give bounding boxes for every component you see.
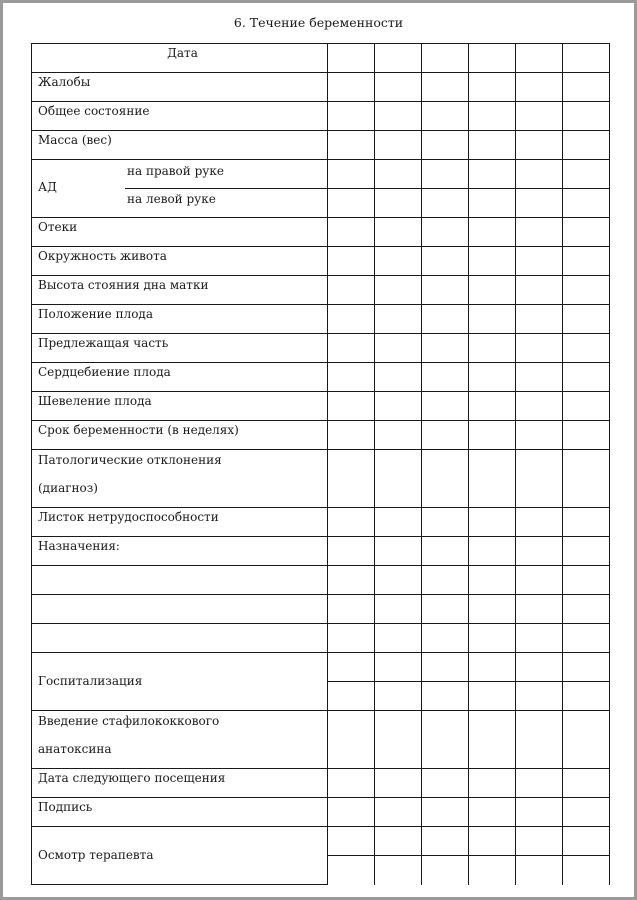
- entry-cell[interactable]: [516, 131, 563, 160]
- entry-cell[interactable]: [375, 537, 422, 566]
- row-label-presenting-part: Предлежащая часть: [32, 334, 328, 363]
- entry-cell[interactable]: [375, 160, 422, 189]
- entry-cell[interactable]: [422, 508, 469, 537]
- entry-cell[interactable]: [469, 624, 516, 653]
- entry-cell[interactable]: [375, 827, 422, 856]
- entry-cell[interactable]: [422, 218, 469, 247]
- entry-cell[interactable]: [375, 305, 422, 334]
- entry-cell[interactable]: [469, 827, 516, 856]
- entry-cell[interactable]: [328, 189, 375, 218]
- entry-cell[interactable]: [422, 421, 469, 450]
- entry-cell[interactable]: [422, 827, 469, 856]
- entry-cell[interactable]: [422, 450, 469, 508]
- entry-cell[interactable]: [563, 73, 610, 102]
- entry-cell[interactable]: [422, 276, 469, 305]
- entry-cell[interactable]: [469, 856, 516, 885]
- entry-cell[interactable]: [469, 160, 516, 189]
- entry-cell[interactable]: [469, 595, 516, 624]
- entry-cell[interactable]: [328, 102, 375, 131]
- entry-cell[interactable]: [328, 450, 375, 508]
- prescription-blank-line[interactable]: [32, 595, 328, 624]
- entry-cell[interactable]: [563, 595, 610, 624]
- entry-cell[interactable]: [422, 769, 469, 798]
- entry-cell[interactable]: [516, 247, 563, 276]
- table-row: [32, 44, 610, 73]
- entry-cell[interactable]: [422, 711, 469, 769]
- bp-label-block: [32, 160, 328, 218]
- entry-cell[interactable]: [328, 131, 375, 160]
- entry-cell[interactable]: [469, 537, 516, 566]
- row-label-signature: Подпись: [32, 798, 328, 827]
- entry-cell[interactable]: [375, 566, 422, 595]
- entry-cell[interactable]: [469, 566, 516, 595]
- entry-cell[interactable]: [563, 363, 610, 392]
- date-cell[interactable]: [375, 44, 422, 73]
- entry-cell[interactable]: [516, 392, 563, 421]
- entry-cell[interactable]: [422, 624, 469, 653]
- date-cell[interactable]: [516, 44, 563, 73]
- entry-cell[interactable]: [375, 653, 422, 682]
- entry-cell[interactable]: [328, 566, 375, 595]
- entry-cell[interactable]: [328, 305, 375, 334]
- table-row: [32, 566, 610, 595]
- entry-cell[interactable]: [422, 537, 469, 566]
- entry-cell[interactable]: [469, 131, 516, 160]
- entry-cell[interactable]: [469, 711, 516, 769]
- entry-cell[interactable]: [375, 508, 422, 537]
- entry-cell[interactable]: [516, 73, 563, 102]
- entry-cell[interactable]: [469, 682, 516, 711]
- table-row: [32, 131, 610, 160]
- entry-cell[interactable]: [375, 856, 422, 885]
- entry-cell[interactable]: [563, 798, 610, 827]
- entry-cell[interactable]: [422, 682, 469, 711]
- entry-cell[interactable]: [375, 189, 422, 218]
- table-row: [32, 160, 610, 189]
- entry-cell[interactable]: [563, 334, 610, 363]
- entry-cell[interactable]: [328, 73, 375, 102]
- entry-cell[interactable]: [469, 276, 516, 305]
- entry-cell[interactable]: [328, 595, 375, 624]
- entry-cell[interactable]: [422, 334, 469, 363]
- entry-cell[interactable]: [516, 682, 563, 711]
- table-row: [32, 218, 610, 247]
- entry-cell[interactable]: [516, 508, 563, 537]
- entry-cell[interactable]: [328, 537, 375, 566]
- entry-cell[interactable]: [563, 421, 610, 450]
- entry-cell[interactable]: [563, 827, 610, 856]
- table-row: [32, 450, 610, 508]
- entry-cell[interactable]: [328, 392, 375, 421]
- table-row: [32, 624, 610, 653]
- entry-cell[interactable]: [328, 276, 375, 305]
- entry-cell[interactable]: [328, 363, 375, 392]
- entry-cell[interactable]: [563, 276, 610, 305]
- entry-cell[interactable]: [375, 421, 422, 450]
- entry-cell[interactable]: [375, 711, 422, 769]
- entry-cell[interactable]: [516, 624, 563, 653]
- table-row: [32, 798, 610, 827]
- entry-cell[interactable]: [375, 218, 422, 247]
- entry-cell[interactable]: [422, 566, 469, 595]
- entry-cell[interactable]: [375, 131, 422, 160]
- entry-cell[interactable]: [563, 160, 610, 189]
- date-cell[interactable]: [328, 44, 375, 73]
- entry-cell[interactable]: [469, 247, 516, 276]
- entry-cell[interactable]: [422, 653, 469, 682]
- entry-cell[interactable]: [563, 711, 610, 769]
- entry-cell[interactable]: [563, 305, 610, 334]
- entry-cell[interactable]: [375, 769, 422, 798]
- bp-divider: [125, 188, 327, 189]
- entry-cell[interactable]: [563, 856, 610, 885]
- row-label-hospitalization: Госпитализация: [32, 653, 328, 711]
- entry-cell[interactable]: [516, 653, 563, 682]
- row-label-gestational-age: Срок беременности (в неделях): [32, 421, 328, 450]
- entry-cell[interactable]: [563, 769, 610, 798]
- entry-cell[interactable]: [516, 305, 563, 334]
- entry-cell[interactable]: [469, 334, 516, 363]
- entry-cell[interactable]: [469, 653, 516, 682]
- pregnancy-course-table: [31, 43, 610, 885]
- row-label-next-visit: Дата следующего посещения: [32, 769, 328, 798]
- entry-cell[interactable]: [469, 508, 516, 537]
- entry-cell[interactable]: [516, 189, 563, 218]
- entry-cell[interactable]: [375, 102, 422, 131]
- table-row: [32, 334, 610, 363]
- entry-cell[interactable]: [422, 189, 469, 218]
- entry-cell[interactable]: [516, 218, 563, 247]
- table-row: [32, 247, 610, 276]
- entry-cell[interactable]: [516, 769, 563, 798]
- row-label-sick-leave: Листок нетрудоспособности: [32, 508, 328, 537]
- entry-cell[interactable]: [516, 102, 563, 131]
- entry-cell[interactable]: [469, 450, 516, 508]
- form-page: [3, 3, 634, 897]
- row-label-therapist-exam: Осмотр терапевта: [32, 827, 328, 885]
- entry-cell[interactable]: [516, 421, 563, 450]
- entry-cell[interactable]: [469, 769, 516, 798]
- entry-cell[interactable]: [375, 595, 422, 624]
- row-label-complaints: Жалобы: [32, 73, 328, 102]
- row-label-general-condition: Общее состояние: [32, 102, 328, 131]
- entry-cell[interactable]: [516, 566, 563, 595]
- table-row: [32, 769, 610, 798]
- entry-cell[interactable]: [563, 624, 610, 653]
- entry-cell[interactable]: [328, 682, 375, 711]
- entry-cell[interactable]: [469, 421, 516, 450]
- row-label-fetal-heartbeat: Сердцебиение плода: [32, 363, 328, 392]
- entry-cell[interactable]: [469, 218, 516, 247]
- entry-cell[interactable]: [375, 247, 422, 276]
- table-row: [32, 827, 610, 856]
- entry-cell[interactable]: [375, 276, 422, 305]
- entry-cell[interactable]: [516, 363, 563, 392]
- entry-cell[interactable]: [422, 798, 469, 827]
- entry-cell[interactable]: [422, 595, 469, 624]
- entry-cell[interactable]: [328, 218, 375, 247]
- entry-cell[interactable]: [328, 711, 375, 769]
- entry-cell[interactable]: [375, 73, 422, 102]
- bp-left-arm-label: на левой руке: [127, 192, 216, 206]
- entry-cell[interactable]: [563, 247, 610, 276]
- table-row: [32, 363, 610, 392]
- entry-cell[interactable]: [516, 711, 563, 769]
- entry-cell[interactable]: [563, 218, 610, 247]
- entry-cell[interactable]: [328, 769, 375, 798]
- table-row: [32, 305, 610, 334]
- table-row: [32, 421, 610, 450]
- entry-cell[interactable]: [563, 537, 610, 566]
- entry-cell[interactable]: [375, 798, 422, 827]
- entry-cell[interactable]: [516, 827, 563, 856]
- entry-cell[interactable]: [328, 624, 375, 653]
- entry-cell[interactable]: [328, 160, 375, 189]
- entry-cell[interactable]: [422, 160, 469, 189]
- entry-cell[interactable]: [563, 450, 610, 508]
- entry-cell[interactable]: [516, 798, 563, 827]
- entry-cell[interactable]: [563, 566, 610, 595]
- entry-cell[interactable]: [469, 363, 516, 392]
- entry-cell[interactable]: [516, 537, 563, 566]
- entry-cell[interactable]: [328, 334, 375, 363]
- entry-cell[interactable]: [422, 856, 469, 885]
- entry-cell[interactable]: [469, 189, 516, 218]
- entry-cell[interactable]: [563, 189, 610, 218]
- entry-cell[interactable]: [328, 856, 375, 885]
- entry-cell[interactable]: [328, 421, 375, 450]
- entry-cell[interactable]: [328, 827, 375, 856]
- row-label-prescriptions: Назначения:: [32, 537, 328, 566]
- entry-cell[interactable]: [563, 508, 610, 537]
- entry-cell[interactable]: [516, 160, 563, 189]
- row-label-fetal-movement: Шевеление плода: [32, 392, 328, 421]
- entry-cell[interactable]: [469, 73, 516, 102]
- entry-cell[interactable]: [516, 595, 563, 624]
- entry-cell[interactable]: [422, 73, 469, 102]
- bp-label: АД: [38, 180, 57, 194]
- entry-cell[interactable]: [469, 305, 516, 334]
- row-label-fetal-position: Положение плода: [32, 305, 328, 334]
- toxoid-line-2: анатоксина: [38, 742, 112, 756]
- entry-cell[interactable]: [422, 305, 469, 334]
- entry-cell[interactable]: [422, 102, 469, 131]
- entry-cell[interactable]: [516, 450, 563, 508]
- entry-cell[interactable]: [563, 102, 610, 131]
- entry-cell[interactable]: [469, 102, 516, 131]
- table-row: [32, 276, 610, 305]
- entry-cell[interactable]: [563, 392, 610, 421]
- prescription-blank-line[interactable]: [32, 624, 328, 653]
- table-row: [32, 73, 610, 102]
- row-label-pathology: [32, 450, 328, 508]
- table-row: [32, 392, 610, 421]
- entry-cell[interactable]: [422, 247, 469, 276]
- entry-cell[interactable]: [469, 392, 516, 421]
- entry-cell[interactable]: [516, 276, 563, 305]
- entry-cell[interactable]: [563, 653, 610, 682]
- row-label-edema: Отеки: [32, 218, 328, 247]
- row-label-toxoid: [32, 711, 328, 769]
- pathology-line-1: Патологические отклонения: [38, 453, 222, 467]
- table-row: [32, 595, 610, 624]
- entry-cell[interactable]: [563, 682, 610, 711]
- entry-cell[interactable]: [375, 363, 422, 392]
- table-row: [32, 537, 610, 566]
- entry-cell[interactable]: [328, 508, 375, 537]
- entry-cell[interactable]: [328, 798, 375, 827]
- date-cell[interactable]: [469, 44, 516, 73]
- bp-right-arm-label: на правой руке: [127, 164, 224, 178]
- table-row: [32, 508, 610, 537]
- entry-cell[interactable]: [328, 653, 375, 682]
- entry-cell[interactable]: [516, 334, 563, 363]
- entry-cell[interactable]: [328, 247, 375, 276]
- entry-cell[interactable]: [375, 450, 422, 508]
- entry-cell[interactable]: [469, 798, 516, 827]
- toxoid-line-1: Введение стафилококкового: [38, 714, 220, 728]
- entry-cell[interactable]: [516, 856, 563, 885]
- table-row: [32, 653, 610, 682]
- table-row: [32, 102, 610, 131]
- entry-cell[interactable]: [422, 392, 469, 421]
- date-cell[interactable]: [422, 44, 469, 73]
- entry-cell[interactable]: [375, 682, 422, 711]
- entry-cell[interactable]: [422, 363, 469, 392]
- entry-cell[interactable]: [563, 131, 610, 160]
- entry-cell[interactable]: [375, 624, 422, 653]
- entry-cell[interactable]: [375, 334, 422, 363]
- date-header: Дата: [32, 44, 328, 73]
- prescription-blank-line[interactable]: [32, 566, 328, 595]
- entry-cell[interactable]: [375, 392, 422, 421]
- page-title: 6. Течение беременности: [233, 15, 404, 30]
- entry-cell[interactable]: [422, 131, 469, 160]
- row-label-abdominal-circumference: Окружность живота: [32, 247, 328, 276]
- row-label-fundal-height: Высота стояния дна матки: [32, 276, 328, 305]
- table-row: [32, 711, 610, 769]
- row-label-weight: Масса (вес): [32, 131, 328, 160]
- pathology-line-2: (диагноз): [38, 481, 98, 495]
- date-cell[interactable]: [563, 44, 610, 73]
